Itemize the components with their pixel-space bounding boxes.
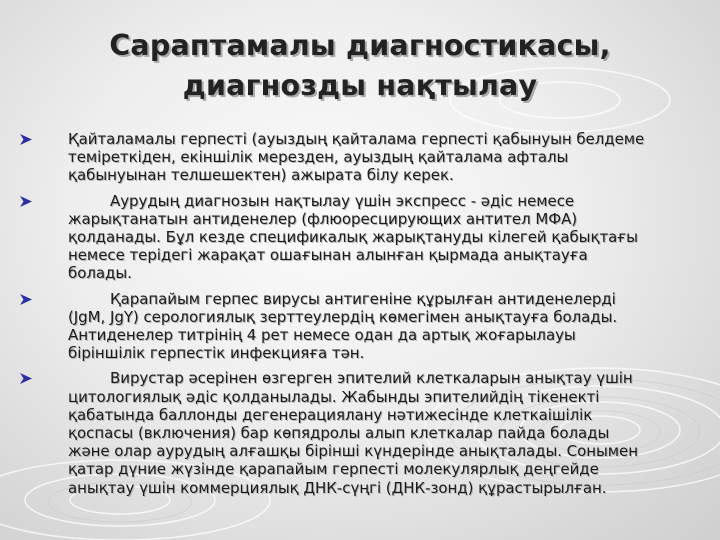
bullet-line: Қарапайым герпес вирусы антигеніне құрылған антиденелерді	[110, 289, 616, 308]
bullet-line: қатар дүние жүзінде қарапайым герпесті молекулярлық деңгейде	[68, 460, 599, 479]
arrowhead-bullet-icon	[20, 196, 32, 207]
bullet-line: жарықтанатын антиденелер (флюоресцирующих антител МФА)	[68, 209, 578, 228]
bullet-line: теміреткіден, екіншілік мерезден, ауыздың қайталама афталы	[68, 148, 569, 167]
bullet-line: қолданады. Бұл кезде спецификалық жарықтануды кілегей қабықтағы	[68, 228, 638, 247]
bullet-differential-diagnosis	[20, 130, 680, 185]
bullet-line: цитологиялық әдіс қолданылады. Жабынды эпителийдің тікенекті	[68, 387, 600, 406]
bullet-express-method	[20, 192, 680, 283]
bullet-line: қоспасы (включения) бар көпядролы алып клеткалар пайда болады	[68, 424, 610, 443]
arrowhead-bullet-icon	[20, 373, 32, 384]
bullet-list	[20, 130, 680, 504]
bullet-line: Аурудың диагнозын нақтылау үшін экспресс - әдіс немесе	[110, 191, 575, 210]
bullet-cytology	[20, 369, 680, 496]
bullet-serology	[20, 290, 680, 363]
bullet-line: болады.	[68, 264, 132, 283]
arrowhead-bullet-icon	[20, 134, 32, 145]
bullet-line: Вирустар әсерінен өзгерген эпителий клеткаларын анықтау үшін	[110, 369, 633, 388]
bullet-line: қабынуынан телшешектен) ажырата білу керек.	[68, 166, 454, 185]
slide-title	[40, 26, 680, 106]
title-line-2: диагнозды нақтылау	[182, 69, 538, 102]
bullet-line: қабатында баллонды дегенерациялану нәтижесінде клеткаішілік	[68, 405, 593, 424]
bullet-line: Антиденелер титрінің 4 рет немесе одан да артық жоғарылауы	[68, 326, 576, 345]
bullet-line: немесе терідегі жарақат ошағынан алынған қырмада анықтауға	[68, 246, 588, 265]
title-line-1: Сараптамалы диагностикасы,	[109, 29, 611, 62]
bullet-line: біріншілік герпестік инфекцияға тән.	[68, 344, 365, 363]
arrowhead-bullet-icon	[20, 294, 32, 305]
bullet-line: (JgM, JgY) серологиялық зерттеулердің көмегімен анықтауға болады.	[68, 307, 618, 326]
bullet-line: анықтау үшін коммерциялық ДНК-сүңгі (ДНК-зонд) құрастырылған.	[68, 478, 607, 497]
bullet-line: Қайталамалы герпесті (ауыздың қайталама герпесті қабынуын белдеме	[68, 130, 645, 148]
bullet-line: және олар аурудың алғашқы бірінші күндерінде анықталады. Сонымен	[68, 442, 638, 461]
